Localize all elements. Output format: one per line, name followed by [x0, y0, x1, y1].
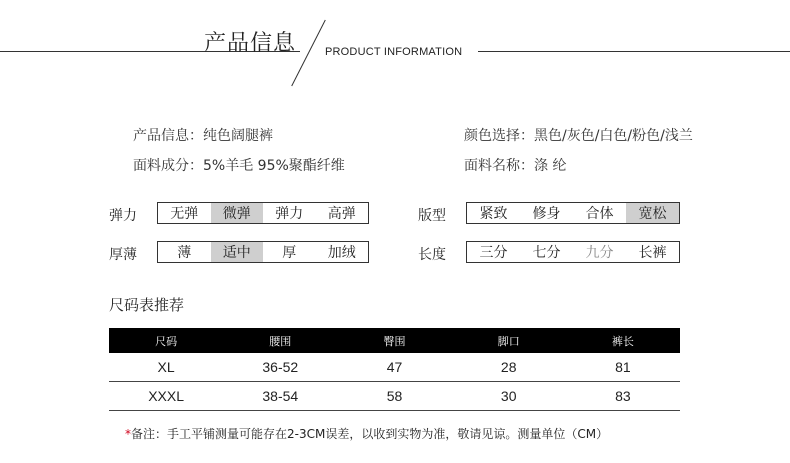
size-table-header	[109, 328, 680, 353]
thickness-option: 厚	[282, 245, 297, 261]
elasticity-option: 高弹	[327, 206, 356, 222]
header-rule-right	[478, 51, 790, 52]
column-header: 腰围	[269, 334, 292, 348]
table-cell: 47	[386, 359, 403, 375]
section-subtitle: PRODUCT INFORMATION	[325, 46, 463, 58]
fit-option: 合体	[585, 206, 614, 222]
table-cell: 36-52	[262, 359, 299, 375]
column-header: 臀围	[383, 334, 406, 348]
fabric-name: 面料名称：涤 纶	[464, 158, 567, 174]
elasticity-option: 弹力	[275, 206, 304, 222]
thickness-scale	[157, 241, 369, 263]
elasticity-option: 无弹	[170, 206, 199, 222]
column-header: 裤长	[611, 334, 634, 348]
thickness-option: 薄	[177, 245, 192, 261]
color-options: 颜色选择：黑色/灰色/白色/粉色/浅兰	[464, 128, 693, 144]
size-table	[109, 328, 680, 411]
length-option: 三分	[479, 245, 508, 261]
header-slash	[291, 20, 325, 86]
column-header: 尺码	[155, 334, 178, 348]
fit-option: 紧致	[479, 206, 508, 222]
table-cell: 38-54	[262, 388, 299, 404]
table-cell: 28	[500, 359, 517, 375]
length-scale	[466, 241, 680, 263]
thickness-label: 厚薄	[109, 247, 137, 263]
elasticity-scale	[157, 202, 369, 224]
column-header: 脚口	[497, 334, 520, 348]
fit-label: 版型	[418, 208, 446, 224]
table-cell: XXXL	[148, 388, 184, 404]
note-asterisk: *	[125, 427, 131, 441]
length-option: 九分	[585, 245, 614, 261]
length-option: 七分	[532, 245, 561, 261]
fit-option-selected: 宽松	[626, 203, 679, 223]
thickness-option-selected: 适中	[211, 242, 264, 262]
length-option: 长裤	[638, 245, 667, 261]
section-title: 产品信息	[204, 31, 297, 56]
elasticity-label: 弹力	[109, 208, 137, 224]
elasticity-option-selected: 微弹	[211, 203, 264, 223]
table-row	[109, 353, 680, 382]
table-cell: 58	[386, 388, 403, 404]
table-row	[109, 382, 680, 411]
table-cell: 83	[615, 388, 631, 404]
product-name: 产品信息：纯色阔腿裤	[133, 128, 273, 144]
length-label: 长度	[418, 247, 446, 263]
table-cell: 81	[615, 359, 631, 375]
fit-scale	[466, 202, 680, 224]
table-cell: XL	[157, 359, 175, 375]
size-table-title: 尺码表推荐	[109, 296, 185, 314]
thickness-option: 加绒	[327, 245, 356, 261]
note-text: 备注：手工平铺测量可能存在2-3CM误差，以收到实物为准，敬请见谅。测量单位（CM）	[131, 427, 609, 441]
measurement-note	[125, 425, 608, 442]
table-cell: 30	[500, 388, 517, 404]
fit-option: 修身	[532, 206, 561, 222]
material-composition: 面料成分：5%羊毛 95%聚酯纤维	[133, 158, 345, 174]
